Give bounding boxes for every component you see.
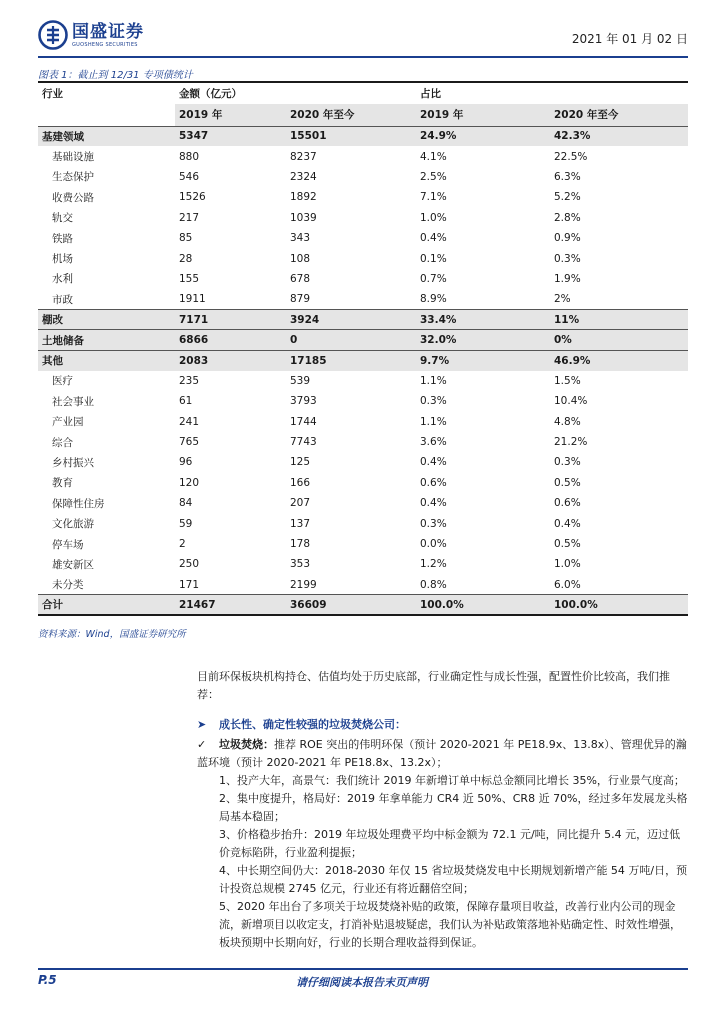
value-cell: 3793 [290,395,317,408]
table-group-row [38,350,688,370]
table-row [38,208,688,228]
value-cell: 1.2% [420,558,447,571]
value-cell: 2.8% [554,211,581,224]
table-total-row [38,595,688,615]
value-cell: 24.9% [416,126,550,146]
logo-chinese-name: 国盛证券 [72,21,144,42]
value-cell: 178 [290,538,311,550]
subheader-cell: 2020 年至今 [286,104,416,126]
arrow-bullet-icon: ➤ [197,718,207,731]
row-label-cell: 基础设施 [52,151,94,164]
row-label-cell: 未分类 [52,579,84,592]
row-label-cell: 停车场 [52,538,84,551]
value-cell: 100.0% [416,595,550,615]
table-row [38,146,688,166]
row-label-cell: 产业园 [52,416,84,429]
value-cell: 678 [290,272,311,285]
value-cell: 6.3% [554,170,581,183]
value-cell: 5.2% [554,191,581,204]
point-3: 3、价格稳步抬升：2019 年垃圾处理费平均中标金额为 72.1 元/吨，同比提升 5.4 元，迈过低价竞标陷阱，行业盈利提振； [219,828,681,859]
page-number: P.5 [38,973,57,987]
value-cell: 3.6% [420,436,447,449]
company-logo [38,20,144,50]
table-caption: 图表 1：截止到 12/31 专项债统计 [38,70,193,81]
point-4: 4、中长期空间仍大：2018-2030 年仅 15 省垃圾焚烧发电中长期规划新增产能 54 万吨/日，预计投资总规模 2745 亿元，行业还有将近翻倍空间； [219,864,688,895]
value-cell: 5347 [175,126,286,146]
value-cell: 0.7% [420,272,447,285]
check-bullet-text: 推荐 ROE 突出的伟明环保（预计 2020-2021 年 PE18.9x、13.8x）、管理优异的瀚蓝环境（预计 2020-2021 年 PE18.8x、13.2x）； [197,738,687,769]
value-cell: 0.4% [420,456,447,469]
value-cell: 0.3% [554,456,581,469]
value-cell: 32.0% [416,330,550,350]
row-label-cell: 收费公路 [52,191,94,204]
value-cell: 96 [179,456,193,469]
value-cell: 125 [290,456,311,469]
header-cell [550,82,688,104]
value-cell: 1039 [290,211,317,224]
disclaimer-note: 请仔细阅读本报告末页声明 [296,976,428,989]
value-cell: 9.7% [416,350,550,370]
check-bullet [197,736,688,772]
value-cell: 1.0% [554,558,581,571]
table-row [38,452,688,472]
table-group-row [38,126,688,146]
value-cell: 235 [179,374,200,387]
value-cell: 0.9% [554,232,581,245]
value-cell: 28 [179,252,193,265]
value-cell: 1911 [179,293,206,306]
value-cell: 2.5% [420,170,447,183]
row-label-cell: 生态保护 [52,171,94,184]
header-cell [286,82,416,104]
value-cell: 217 [179,211,200,224]
value-cell: 10.4% [554,395,588,408]
value-cell: 6866 [175,330,286,350]
value-cell: 2324 [290,170,317,183]
table-row [38,228,688,248]
table-row [38,493,688,513]
value-cell: 36609 [286,595,416,615]
value-cell: 879 [290,293,311,306]
table-row [38,554,688,574]
row-label-cell: 医疗 [52,375,73,388]
table-row [38,411,688,431]
table-header-row [38,82,688,104]
row-label-cell: 基建领域 [38,126,175,146]
special-bond-table [38,81,688,616]
value-cell: 1892 [290,191,317,204]
value-cell: 15501 [286,126,416,146]
arrow-bullet [197,716,688,734]
point-2: 2、集中度提升，格局好：2019 年拿单能力 CR4 近 50%、CR8 近 70%，经过多年发展龙头格局基本稳固； [219,792,688,823]
value-cell: 0.0% [420,538,447,550]
value-cell: 3924 [286,310,416,330]
header-cell: 金额（亿元） [175,82,286,104]
value-cell: 21467 [175,595,286,615]
value-cell: 1526 [179,191,206,204]
value-cell: 0% [550,330,688,350]
report-date: 2021 年 01 月 02 日 [571,32,688,46]
value-cell: 2083 [175,350,286,370]
value-cell: 120 [179,476,200,489]
check-icon: ✓ [197,738,207,751]
value-cell: 0.4% [420,497,447,510]
value-cell: 84 [179,497,193,510]
value-cell: 8237 [290,150,317,163]
value-cell: 0.3% [554,252,581,265]
table-row [38,269,688,289]
value-cell: 17185 [286,350,416,370]
value-cell: 353 [290,558,311,571]
value-cell: 2 [179,538,186,550]
row-label-cell: 教育 [52,477,73,490]
value-cell: 22.5% [554,150,588,163]
table-row [38,167,688,187]
value-cell: 539 [290,374,311,387]
table-group-row [38,330,688,350]
value-cell: 46.9% [550,350,688,370]
logo-english-name: GUOSHENG SECURITIES [72,41,138,48]
value-cell: 61 [179,395,193,408]
value-cell: 7171 [175,310,286,330]
subheader-cell: 2019 年 [175,104,286,126]
table-subheader-row [38,104,688,126]
footer-divider [38,968,688,970]
value-cell: 0.5% [554,538,581,550]
value-cell: 1.9% [554,272,581,285]
value-cell: 21.2% [554,436,588,449]
intro-paragraph: 目前环保板块机构持仓、估值均处于历史底部，行业确定性与成长性强，配置性价比较高，我们推荐： [197,670,670,701]
table-row [38,248,688,268]
value-cell: 6.0% [554,578,581,591]
value-cell: 11% [550,310,688,330]
value-cell: 0.6% [420,476,447,489]
subheader-cell: 2019 年 [416,104,550,126]
value-cell: 7.1% [420,191,447,204]
page-header [38,18,688,54]
value-cell: 4.1% [420,150,447,163]
value-cell: 2199 [290,578,317,591]
row-label-cell: 合计 [38,595,175,615]
value-cell: 8.9% [420,293,447,306]
value-cell: 1.5% [554,374,581,387]
table-row [38,432,688,452]
point-5: 5、2020 年出台了多项关于垃圾焚烧补贴的政策，保障存量项目收益，改善行业内公司的现金流，新增项目以收定支，打消补贴退坡疑虑，我们认为补贴政策落地补贴确定性、时效性增强，板块预期中长期向好，行业的长期合理收益得到保证。 [219,900,681,949]
row-label-cell: 雄安新区 [52,558,94,571]
value-cell: 1.1% [420,374,447,387]
value-cell: 171 [179,578,200,591]
subheader-cell: 2020 年至今 [550,104,688,126]
value-cell: 0.5% [554,476,581,489]
row-label-cell: 其他 [38,350,175,370]
row-label-cell: 综合 [52,436,73,449]
value-cell: 33.4% [416,310,550,330]
table-row [38,289,688,309]
value-cell: 42.3% [550,126,688,146]
row-label-cell: 机场 [52,253,73,266]
value-cell: 0.1% [420,252,447,265]
value-cell: 241 [179,415,200,428]
table-row [38,187,688,207]
value-cell: 2% [554,293,571,306]
value-cell: 0.3% [420,395,447,408]
value-cell: 0.4% [420,232,447,245]
row-label-cell: 水利 [52,273,73,286]
arrow-bullet-text: 成长性、确定性较强的垃圾焚烧公司： [219,718,406,731]
row-label-cell: 乡村振兴 [52,456,94,469]
table-row [38,534,688,554]
table-row [38,391,688,411]
table-row [38,473,688,493]
header-divider [38,56,688,58]
point-1: 1、投产大年，高景气：我们统计 2019 年新增订单中标总金额同比增长 35%，行业景气度高； [219,774,685,787]
value-cell: 166 [290,476,311,489]
table-row [38,575,688,595]
value-cell: 108 [290,252,311,265]
value-cell: 7743 [290,436,317,449]
table-row [38,371,688,391]
value-cell: 155 [179,272,200,285]
value-cell: 880 [179,150,200,163]
row-label-cell: 社会事业 [52,395,94,408]
row-label-cell: 棚改 [38,310,175,330]
header-cell: 占比 [416,82,550,104]
row-label-cell: 保障性住房 [52,497,105,510]
value-cell: 250 [179,558,200,571]
value-cell: 765 [179,436,200,449]
table-source: 资料来源：Wind，国盛证券研究所 [38,629,186,640]
value-cell: 100.0% [550,595,688,615]
value-cell: 0 [286,330,416,350]
value-cell: 85 [179,232,193,245]
value-cell: 4.8% [554,415,581,428]
table-row [38,513,688,533]
row-label-cell: 铁路 [52,232,73,245]
value-cell: 207 [290,497,311,510]
value-cell: 0.3% [420,517,447,530]
check-bullet-title: 垃圾焚烧： [219,738,274,751]
guosheng-logo-icon [38,20,68,50]
value-cell: 0.4% [554,517,581,530]
row-label-cell: 市政 [52,293,73,306]
value-cell: 0.8% [420,578,447,591]
value-cell: 343 [290,232,311,245]
value-cell: 137 [290,517,311,530]
row-label-cell: 轨交 [52,212,73,225]
row-label-cell: 文化旅游 [52,518,94,531]
header-cell: 行业 [38,82,175,104]
value-cell: 0.6% [554,497,581,510]
table-group-row [38,310,688,330]
value-cell: 1.0% [420,211,447,224]
subheader-cell [38,104,175,126]
value-cell: 1.1% [420,415,447,428]
value-cell: 59 [179,517,193,530]
row-label-cell: 土地储备 [38,330,175,350]
value-cell: 546 [179,170,200,183]
value-cell: 1744 [290,415,317,428]
